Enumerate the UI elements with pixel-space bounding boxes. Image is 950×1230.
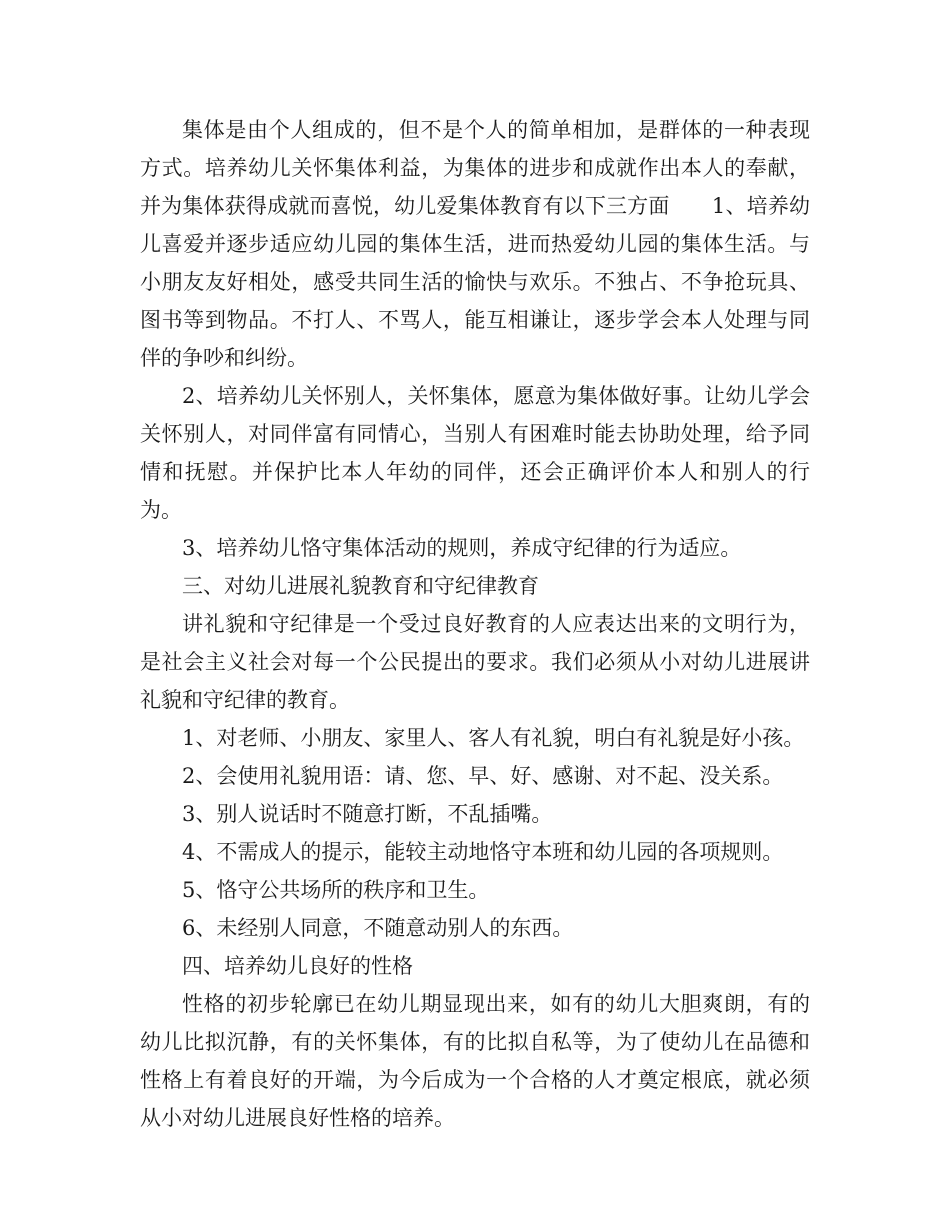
document-body (140, 111, 810, 1137)
paragraph-collective-education: 集体是由个人组成的，但不是个人的简单相加，是群体的一种表现方式。培养幼儿关怀集体利益，为集体的进步和成就作出本人的奉献，并为集体获得成就而喜悦，幼儿爱集体教育有以下三方面 1、培养幼儿喜爱并逐步适应幼儿园的集体生活，进而热爱幼儿园的集体生活。与小朋友友好相处，感受共同生活的愉快与欢乐。不独占、不争抢玩具、图书等到物品。不打人、不骂人，能互相谦让，逐步学会本人处理与同伴的争吵和纠纷。 (140, 118, 810, 370)
paragraph-character: 性格的初步轮廓已在幼儿期显现出来，如有的幼儿大胆爽朗，有的幼儿比拟沉静，有的关怀集体，有的比拟自私等，为了使幼儿在品德和性格上有着良好的开端，为今后成为一个合格的人才奠定根底，就必须从小对幼儿进展良好性格的培养。 (140, 992, 810, 1130)
list-item-manners-6: 6、未经别人同意，不随意动别人的东西。 (182, 916, 574, 940)
list-item-manners-4: 4、不需成人的提示，能较主动地恪守本班和幼儿园的各项规则。 (182, 840, 784, 864)
paragraph-manners-intro: 讲礼貌和守纪律是一个受过良好教育的人应表达出来的文明行为，是社会主义社会对每一个公民提出的要求。我们必须从小对幼儿进展讲礼貌和守纪律的教育。 (140, 612, 810, 712)
section-heading-character: 四、培养幼儿良好的性格 (182, 954, 413, 978)
list-item-manners-5: 5、恪守公共场所的秩序和卫生。 (182, 878, 490, 902)
paragraph-care-for-others: 2、培养幼儿关怀别人，关怀集体，愿意为集体做好事。让幼儿学会关怀别人，对同伴富有同情心，当别人有困难时能去协助处理，给予同情和抚慰。并保护比本人年幼的同伴，还会正确评价本人和别人的行为。 (140, 384, 810, 522)
list-item-manners-1: 1、对老师、小朋友、家里人、客人有礼貌，明白有礼貌是好小孩。 (182, 726, 805, 750)
list-item-manners-2: 2、会使用礼貌用语：请、您、早、好、感谢、对不起、没关系。 (182, 764, 784, 788)
list-item-manners-3: 3、别人说话时不随意打断，不乱插嘴。 (182, 802, 553, 826)
paragraph-observe-rules: 3、培养幼儿恪守集体活动的规则，养成守纪律的行为适应。 (182, 536, 742, 560)
section-heading-manners: 三、对幼儿进展礼貌教育和守纪律教育 (182, 574, 539, 598)
